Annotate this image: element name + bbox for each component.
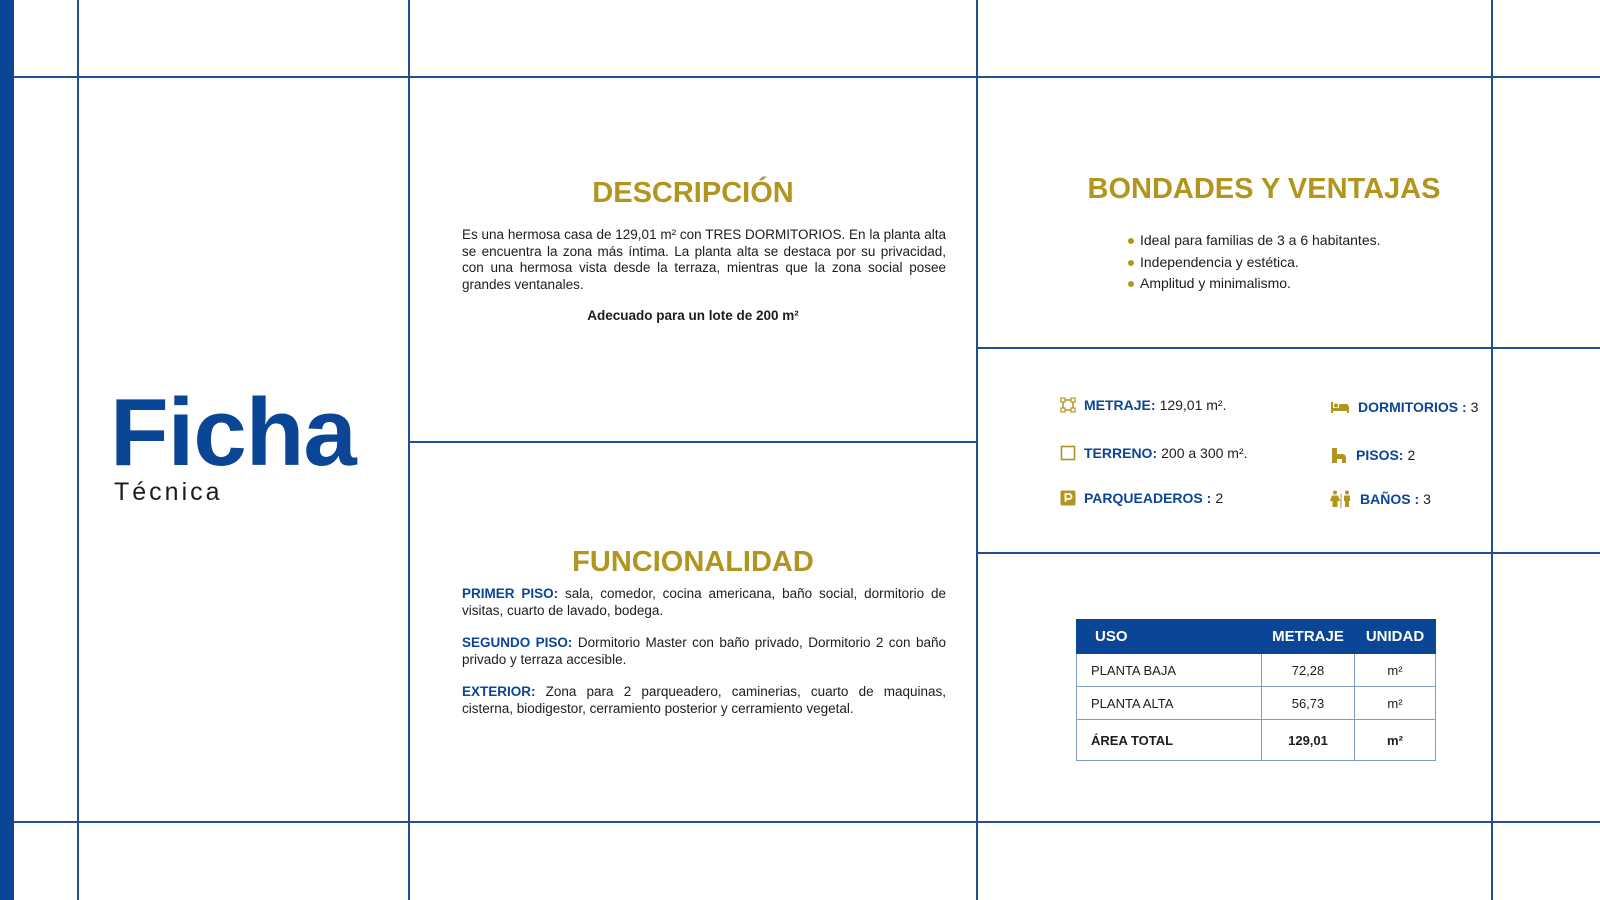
table-cell: m² xyxy=(1355,720,1436,761)
list-item: Ideal para familias de 3 a 6 habitantes. xyxy=(1128,232,1381,254)
spec-dormitorios xyxy=(1330,399,1478,415)
table-cell: 72,28 xyxy=(1262,654,1355,687)
spec-value: 129,01 m². xyxy=(1159,397,1227,413)
grid-line-v3 xyxy=(976,0,978,900)
grid-line-right-1 xyxy=(976,347,1600,349)
square-icon xyxy=(1060,445,1076,461)
spec-parqueaderos xyxy=(1060,490,1223,506)
spec-label: TERRENO: xyxy=(1084,445,1158,461)
grid-line-mid-left xyxy=(408,441,977,443)
table-header-metraje: METRAJE xyxy=(1262,620,1355,654)
funcionalidad-text: Dormitorio Master con baño privado, Dormitorio 2 con baño privado y terraza accesible. xyxy=(462,635,946,667)
table-header-uso: USO xyxy=(1077,620,1262,654)
table-row xyxy=(1077,654,1436,687)
grid-line-bottom xyxy=(14,821,1600,823)
page-subtitle: Técnica xyxy=(114,478,223,506)
funcionalidad-text: sala, comedor, cocina americana, baño social, dormitorio de visitas, cuarto de lavado, bodega. xyxy=(462,586,946,618)
restroom-icon xyxy=(1330,490,1352,508)
list-item: Independencia y estética. xyxy=(1128,254,1381,276)
funcionalidad-label: EXTERIOR: xyxy=(462,684,536,699)
spec-label: PARQUEADEROS : xyxy=(1084,490,1212,506)
table-cell: 56,73 xyxy=(1262,687,1355,720)
spec-label: METRAJE: xyxy=(1084,397,1156,413)
spec-label: BAÑOS : xyxy=(1360,491,1420,507)
parking-icon xyxy=(1060,490,1076,506)
spec-terreno xyxy=(1060,445,1248,461)
funcionalidad-label: SEGUNDO PISO: xyxy=(462,635,573,650)
funcionalidad-item xyxy=(462,635,946,668)
table-cell: ÁREA TOTAL xyxy=(1077,720,1262,761)
grid-line-v4 xyxy=(1491,0,1493,900)
area-icon xyxy=(1060,397,1076,413)
funcionalidad-label: PRIMER PISO: xyxy=(462,586,559,601)
table-cell: m² xyxy=(1355,654,1436,687)
grid-line-v2 xyxy=(408,0,410,900)
table-header-row xyxy=(1077,620,1436,654)
descripcion-heading: DESCRIPCIÓN xyxy=(592,177,794,209)
funcionalidad-item xyxy=(462,684,946,717)
spec-metraje xyxy=(1060,397,1227,413)
table-total-row xyxy=(1077,720,1436,761)
left-accent-bar xyxy=(0,0,14,900)
area-table xyxy=(1076,619,1436,761)
descripcion-note: Adecuado para un lote de 200 m² xyxy=(587,308,799,323)
bed-icon xyxy=(1330,399,1350,415)
funcionalidad-item xyxy=(462,586,946,619)
spec-pisos xyxy=(1330,446,1415,464)
table-cell: m² xyxy=(1355,687,1436,720)
bondades-list xyxy=(1128,232,1381,297)
table-cell: PLANTA BAJA xyxy=(1077,654,1262,687)
descripcion-body: Es una hermosa casa de 129,01 m² con TRES DORMITORIOS. En la planta alta se encuentra la zona más íntima. La planta alta se destaca por su privacidad, con una hermosa vista desde la terraza, mientras que la zona social posee grandes ventanales. xyxy=(462,227,946,292)
stairs-icon xyxy=(1330,446,1348,464)
funcionalidad-text: Zona para 2 parqueadero, caminerias, cuarto de maquinas, cisterna, biodigestor, cerramiento posterior y cerramiento vegetal. xyxy=(462,684,946,716)
spec-value: 2 xyxy=(1215,490,1224,506)
table-cell: PLANTA ALTA xyxy=(1077,687,1262,720)
grid-line-right-2 xyxy=(976,552,1600,554)
spec-value: 3 xyxy=(1470,399,1479,415)
spec-label: PISOS: xyxy=(1356,447,1404,463)
table-header-unidad: UNIDAD xyxy=(1355,620,1436,654)
table-cell: 129,01 xyxy=(1262,720,1355,761)
grid-line-top xyxy=(14,76,1600,78)
spec-label: DORMITORIOS : xyxy=(1358,399,1467,415)
table-row xyxy=(1077,687,1436,720)
spec-value: 3 xyxy=(1423,491,1431,507)
grid-line-v1 xyxy=(77,0,79,900)
funcionalidad-heading: FUNCIONALIDAD xyxy=(572,546,814,578)
spec-banos xyxy=(1330,490,1431,508)
spec-value: 2 xyxy=(1407,447,1416,463)
bondades-heading: BONDADES Y VENTAJAS xyxy=(1087,173,1441,205)
page-title: Ficha xyxy=(110,379,356,486)
list-item: Amplitud y minimalismo. xyxy=(1128,275,1381,297)
spec-value: 200 a 300 m². xyxy=(1161,445,1248,461)
